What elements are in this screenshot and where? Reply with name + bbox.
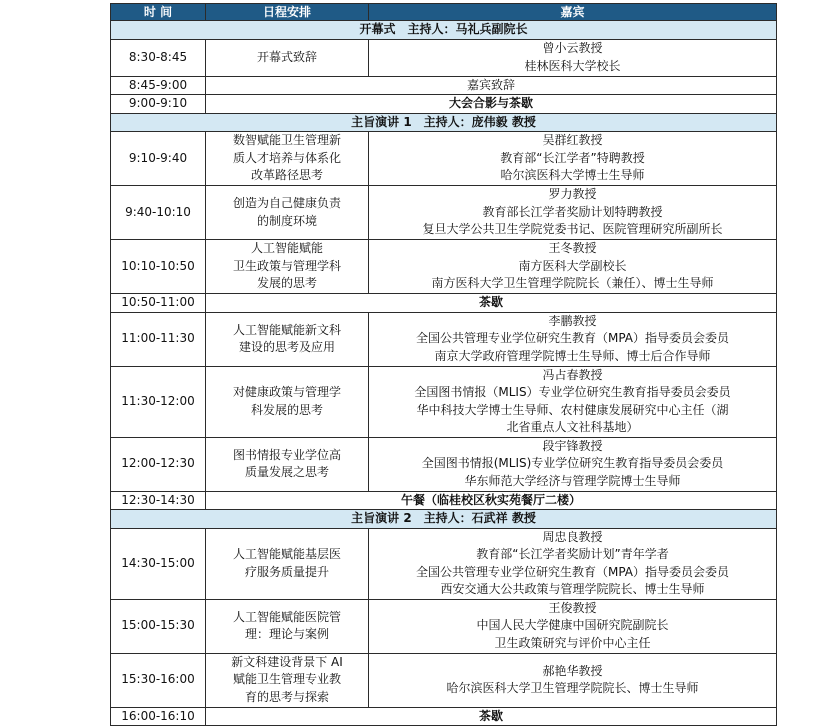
guest-line: 南京大学政府管理学院博士生导师、博士后合作导师 xyxy=(434,348,711,363)
table-row xyxy=(111,491,777,510)
topic-cell xyxy=(206,528,369,599)
guest-line: 复旦大学公共卫生学院党委书记、医院管理研究所副所长 xyxy=(422,222,723,237)
guest-line: 教育部长江学者奖励计划特聘教授 xyxy=(482,204,663,219)
time-cell: 8:45-9:00 xyxy=(111,76,206,95)
topic-line: 育的思考与探索 xyxy=(244,689,329,704)
table-row xyxy=(111,186,777,240)
guest-line: 全国公共管理专业学位研究生教育（MPA）指导委员会委员 xyxy=(415,564,730,579)
span-cell: 大会合影与茶歇 xyxy=(206,95,777,114)
guest-line: 罗力教授 xyxy=(548,187,597,202)
topic-line: 疗服务质量提升 xyxy=(244,564,329,579)
topic-line: 赋能卫生管理专业教 xyxy=(232,672,341,687)
topic-line: 人工智能赋能 xyxy=(250,241,323,256)
span-cell: 茶歇 xyxy=(206,707,777,726)
guest-line: 华中科技大学博士生导师、农村健康发展研究中心主任（湖 xyxy=(416,402,729,417)
section-title: 主旨演讲 2 主持人：石武祥 教授 xyxy=(111,510,777,529)
section-title: 主旨演讲 1 主持人：庞伟毅 教授 xyxy=(111,113,777,132)
time-cell: 15:30-16:00 xyxy=(111,653,206,707)
topic-cell xyxy=(206,437,369,491)
time-cell: 9:00-9:10 xyxy=(111,95,206,114)
guest-line: 卫生政策研究与评价中心主任 xyxy=(494,635,651,650)
guest-line: 王冬教授 xyxy=(548,241,597,256)
topic-line: 的制度环境 xyxy=(256,213,317,228)
guest-cell xyxy=(369,312,777,366)
time-cell: 11:00-11:30 xyxy=(111,312,206,366)
topic-line: 创造为自己健康负责 xyxy=(232,196,341,210)
topic-cell xyxy=(206,240,369,294)
section-row-keynote-2 xyxy=(111,510,777,529)
table-row xyxy=(111,437,777,491)
topic-line: 改革路径思考 xyxy=(250,168,323,183)
time-cell: 9:10-9:40 xyxy=(111,132,206,186)
time-cell: 10:10-10:50 xyxy=(111,240,206,294)
guest-line: 王俊教授 xyxy=(548,600,597,615)
section-title: 开幕式 主持人：马礼兵副院长 xyxy=(111,21,777,40)
guest-line: 南方医科大学卫生管理学院院长（兼任）、博士生导师 xyxy=(431,276,714,291)
guest-line: 全国图书情报（MLIS）专业学位研究生教育指导委员会委员 xyxy=(414,385,731,399)
time-cell: 10:50-11:00 xyxy=(111,294,206,313)
table-row xyxy=(111,707,777,726)
guest-line: 哈尔滨医科大学博士生导师 xyxy=(500,168,645,183)
section-row-keynote-1 xyxy=(111,113,777,132)
table-row xyxy=(111,599,777,653)
topic-line: 卫生政策与管理学科 xyxy=(232,258,341,273)
guest-cell xyxy=(369,39,777,76)
guest-line: 曾小云教授 xyxy=(542,41,603,55)
guest-line: 周忠良教授 xyxy=(542,529,603,544)
guest-cell xyxy=(369,653,777,707)
guest-line: 北省重点人文社科基地） xyxy=(506,420,639,434)
table-row xyxy=(111,240,777,294)
table-row xyxy=(111,39,777,76)
table-row xyxy=(111,528,777,599)
time-cell: 11:30-12:00 xyxy=(111,366,206,437)
table-row xyxy=(111,294,777,313)
topic-line: 建设的思考及应用 xyxy=(238,340,335,354)
span-cell: 嘉宾致辞 xyxy=(206,76,777,95)
guest-cell xyxy=(369,528,777,599)
topic-line: 科发展的思考 xyxy=(250,402,323,417)
topic-cell xyxy=(206,312,369,366)
guest-line: 桂林医科大学校长 xyxy=(524,58,621,73)
span-cell: 茶歇 xyxy=(206,294,777,313)
time-cell: 12:00-12:30 xyxy=(111,437,206,491)
guest-line: 全国图书情报(MLIS)专业学位研究生教育指导委员会委员 xyxy=(421,456,724,471)
topic-line: 质量发展之思考 xyxy=(244,465,329,479)
guest-cell xyxy=(369,186,777,240)
topic-cell xyxy=(206,653,369,707)
header-agenda: 日程安排 xyxy=(206,4,369,21)
topic-line: 数智赋能卫生管理新 xyxy=(232,133,341,148)
topic-line: 图书情报专业学位高 xyxy=(232,447,341,462)
table-header-row xyxy=(111,4,777,21)
guest-line: 哈尔滨医科大学卫生管理学院院长、博士生导师 xyxy=(446,681,699,695)
table-row xyxy=(111,312,777,366)
time-cell: 8:30-8:45 xyxy=(111,39,206,76)
topic-line: 开幕式致辞 xyxy=(256,49,317,64)
topic-cell xyxy=(206,132,369,186)
topic-line: 人工智能赋能新文科 xyxy=(232,322,341,337)
time-cell: 9:40-10:10 xyxy=(111,186,206,240)
time-cell: 16:00-16:10 xyxy=(111,707,206,726)
guest-line: 教育部“长江学者奖励计划”青年学者 xyxy=(476,547,669,561)
topic-cell xyxy=(206,186,369,240)
schedule-table xyxy=(110,3,777,726)
guest-line: 华东师范大学经济与管理学院博士生导师 xyxy=(464,473,681,488)
topic-line: 新文科建设背景下 AI xyxy=(231,654,343,669)
table-row xyxy=(111,95,777,114)
guest-cell xyxy=(369,437,777,491)
topic-cell xyxy=(206,599,369,653)
guest-line: 冯占春教授 xyxy=(542,367,603,382)
table-row xyxy=(111,76,777,95)
header-guest: 嘉宾 xyxy=(369,4,777,21)
guest-cell xyxy=(369,599,777,653)
time-cell: 15:00-15:30 xyxy=(111,599,206,653)
header-time: 时 间 xyxy=(111,4,206,21)
section-row-opening xyxy=(111,21,777,40)
guest-line: 李鹏教授 xyxy=(548,313,597,328)
guest-line: 郝艳华教授 xyxy=(542,663,603,678)
guest-line: 段宇锋教授 xyxy=(542,438,603,453)
guest-cell xyxy=(369,366,777,437)
time-cell: 12:30-14:30 xyxy=(111,491,206,510)
table-row xyxy=(111,653,777,707)
guest-line: 吴群红教授 xyxy=(542,133,603,148)
time-cell: 14:30-15:00 xyxy=(111,528,206,599)
span-cell: 午餐（临桂校区秋实苑餐厅二楼） xyxy=(206,491,777,510)
topic-line: 理：理论与案例 xyxy=(244,627,329,641)
topic-cell xyxy=(206,366,369,437)
topic-cell xyxy=(206,39,369,76)
guest-cell xyxy=(369,240,777,294)
topic-line: 发展的思考 xyxy=(256,276,317,291)
guest-line: 中国人民大学健康中国研究院副院长 xyxy=(476,618,669,633)
guest-cell xyxy=(369,132,777,186)
topic-line: 人工智能赋能医院管 xyxy=(232,609,341,624)
guest-line: 教育部“长江学者”特聘教授 xyxy=(500,150,645,165)
guest-line: 西安交通大公共政策与管理学院院长、博士生导师 xyxy=(440,582,705,596)
table-row xyxy=(111,132,777,186)
guest-line: 南方医科大学副校长 xyxy=(518,258,627,273)
guest-line: 全国公共管理专业学位研究生教育（MPA）指导委员会委员 xyxy=(415,331,730,346)
topic-line: 质人才培养与体系化 xyxy=(232,150,341,165)
topic-line: 对健康政策与管理学 xyxy=(232,385,341,399)
table-row xyxy=(111,366,777,437)
topic-line: 人工智能赋能基层医 xyxy=(232,547,341,561)
